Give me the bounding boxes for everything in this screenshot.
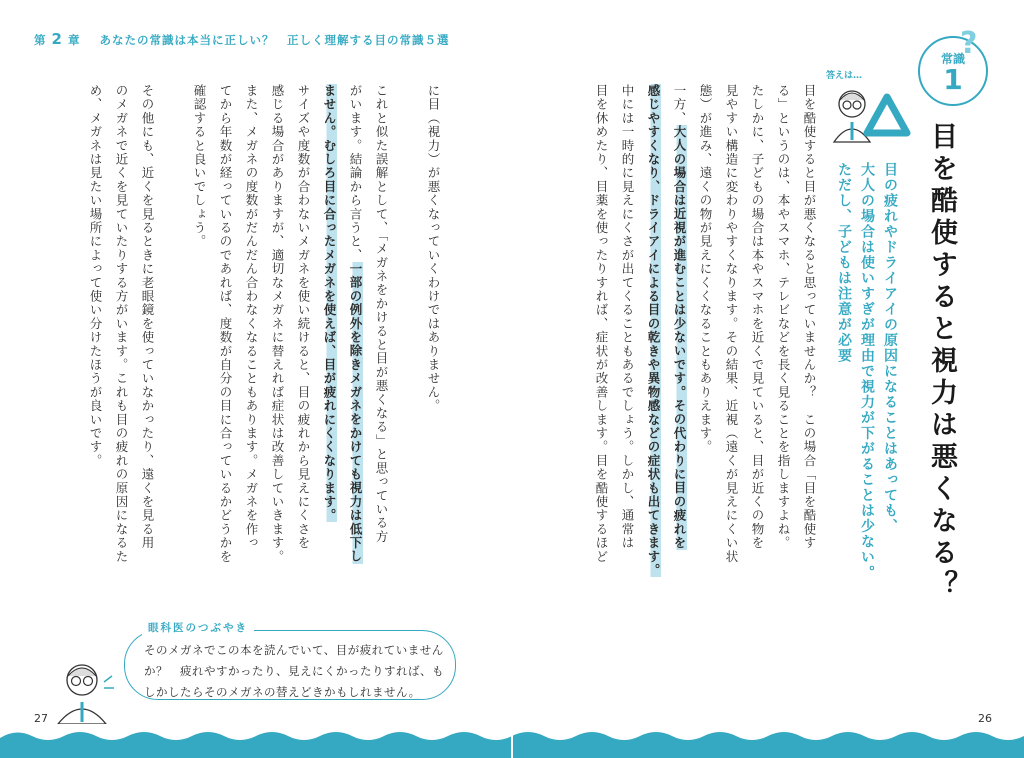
body-text: 目を休めたり、目薬を使ったりすれば、症状が改善します。目を酷使するほど: [594, 84, 609, 564]
doctor-avatar-icon: [52, 652, 124, 724]
text-column: [108, 84, 134, 564]
body-text: 確認すると良いでしょう。: [192, 84, 207, 249]
body-text: る」というのは、本やスマホ、テレビなどを長く見ることを指しますよね。: [776, 84, 791, 550]
text-column: [186, 84, 212, 248]
body-text: 見やすい構造に変わりやすくなります。その結果、近視（遠くが見えにくい状: [724, 84, 739, 564]
text-column: [420, 84, 446, 413]
question-mark-icon: ?: [960, 26, 978, 61]
body-text: のメガネで近くを見ていたりする方がいます。これも目の疲れの原因になるた: [114, 84, 129, 564]
text-column: [290, 84, 316, 550]
main-title: 目を酷使すると視力は悪くなる？: [926, 122, 957, 602]
text-column: [316, 84, 342, 522]
text-column: [212, 84, 238, 564]
body-text: たしかに、子どもの場合は本やスマホを近くで見ていると、目が近くの物を: [750, 84, 765, 550]
body-text: これと似た誤解として、「メガネをかけると目が悪くなる」と思っている方: [374, 84, 389, 544]
badge-number: 1: [943, 63, 963, 96]
body-text: 一方、: [672, 84, 687, 126]
text-column: [770, 84, 796, 550]
page-number-right: 26: [978, 712, 992, 725]
triangle-icon: [862, 92, 912, 138]
chapter-prefix: 第: [34, 33, 47, 47]
body-text: 感じる場合がありますが、適切なメガネに替えれば症状は改善していきます。: [270, 84, 285, 564]
highlight-text: 感じやすくなり、ドライアイによる目の乾きや異物感などの症状も出てきます。: [646, 84, 661, 578]
body-text: がいます。結論から言うと、: [348, 84, 363, 263]
chapter-title: あなたの常識は本当に正しい？ 正しく理解する目の常識５選: [99, 33, 450, 47]
bubble-text: そのメガネでこの本を読んでいて、目が疲れていません か？ 疲れやすかったり、見えにくかったりすれば、も しかしたらそのメガネの替えどきかもしれません。: [144, 643, 444, 699]
text-column: [718, 84, 744, 564]
common-sense-badge: [918, 36, 988, 106]
highlight-text: 一部の例外を除きメガネをかけても視力は低下し: [348, 262, 363, 564]
bubble-title: 眼科医のつぶやき: [142, 620, 254, 635]
text-column: [588, 84, 614, 564]
body-text: その他にも、近くを見るときに老眼鏡を使っていなかったり、遠くを見る用: [140, 84, 155, 550]
body-text: 態）が進み、遠くの物が見えにくくなることもありえます。: [698, 84, 713, 454]
answer-tag: 答えは…: [826, 71, 863, 81]
text-column: [368, 84, 394, 544]
chapter-number: 2: [51, 30, 63, 48]
body-text: 中には一時的に見えにくさが出てくることもあるでしょう。しかし、通常は: [620, 84, 635, 550]
chapter-header: [34, 30, 449, 48]
subtitle: 目の疲れやドライアイの原因になることはあっても、 大人の場合は使いすぎが理由で視力が下がることは少ない。 ただし、子どもは注意が必要: [836, 162, 898, 581]
badge-label: 常識: [940, 52, 965, 66]
text-column: [614, 84, 640, 550]
body-text: サイズや度数が合わないメガネを使い続けると、目の疲れから見えにくさを: [296, 84, 311, 550]
chapter-suffix: 章: [67, 33, 81, 47]
highlight-text: 大人の場合は近視が進むことは少ないです。その代わりに目の疲れを: [672, 125, 687, 550]
wave-decoration: [0, 722, 1024, 758]
body-text: め、メガネは見たい場所によって使い分けたほうが良いです。: [88, 84, 103, 468]
text-column: [640, 84, 666, 577]
text-column: [666, 84, 692, 550]
text-column: [264, 84, 290, 564]
body-text: 目を酷使すると目が悪くなると思っていませんか？ この場合「目を酷使す: [802, 84, 817, 550]
text-column: [744, 84, 770, 550]
body-text: に目（視力）が悪くなっていくわけではありません。: [426, 84, 441, 413]
text-column: [82, 84, 108, 468]
text-column: [238, 84, 264, 550]
highlight-text: ません。むしろ目に合ったメガネを使えば、目が疲れにくくなります。: [322, 84, 337, 523]
body-text: また、メガネの度数がだんだん合わなくなることもあります。メガネを作っ: [244, 84, 259, 550]
page-number-left: 27: [34, 712, 48, 725]
text-column: [134, 84, 160, 550]
text-column: [692, 84, 718, 454]
text-column: [796, 84, 822, 550]
text-column: [342, 84, 368, 564]
body-text: てから年数が経っているのであれば、度数が自分の目に合っているかどうかを: [218, 84, 233, 564]
